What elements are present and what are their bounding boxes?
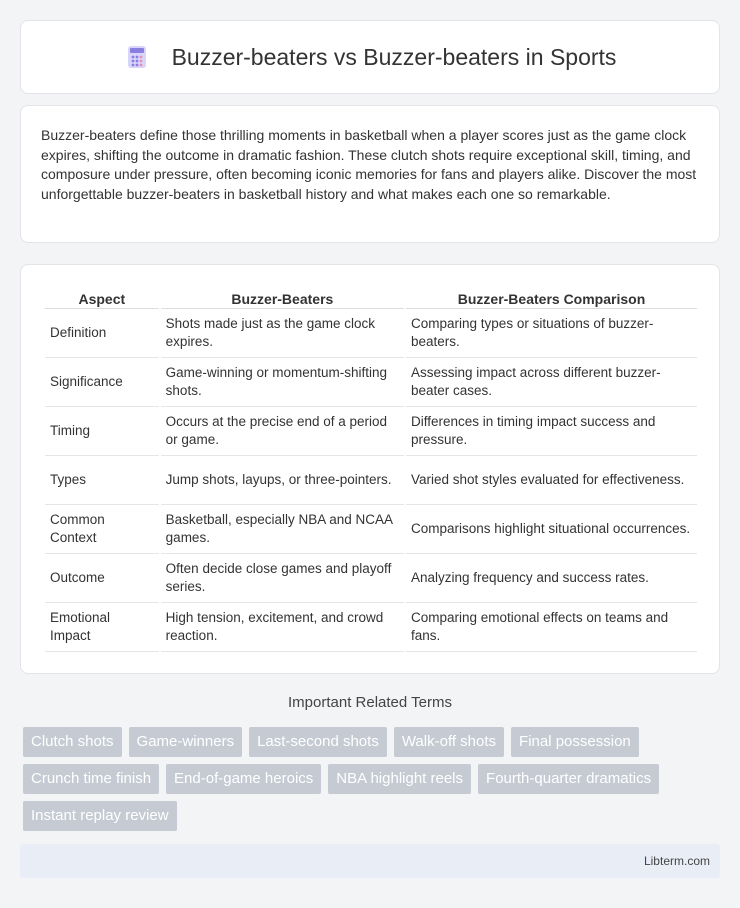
row-aspect: Types xyxy=(45,456,159,505)
row-aspect: Timing xyxy=(45,407,159,456)
row-buzzer-beaters: Shots made just as the game clock expires. xyxy=(161,309,404,358)
row-aspect: Outcome xyxy=(45,554,159,603)
table-row xyxy=(45,554,697,603)
comparison-table-card xyxy=(20,264,720,674)
related-term-tag[interactable]: Instant replay review xyxy=(23,801,177,831)
row-comparison: Assessing impact across different buzzer-beater cases. xyxy=(406,358,697,407)
header-buzzer-beaters: Buzzer-Beaters xyxy=(161,285,404,309)
row-aspect: Definition xyxy=(45,309,159,358)
related-term-tag[interactable]: NBA highlight reels xyxy=(328,764,471,794)
calculator-icon xyxy=(124,44,150,70)
table-row xyxy=(45,358,697,407)
row-buzzer-beaters: Jump shots, layups, or three-pointers. xyxy=(161,456,404,505)
related-term-tag[interactable]: Crunch time finish xyxy=(23,764,159,794)
row-comparison: Comparing emotional effects on teams and fans. xyxy=(406,603,697,652)
table-row xyxy=(45,456,697,505)
row-aspect: Common Context xyxy=(45,505,159,554)
related-term-tag[interactable]: Clutch shots xyxy=(23,727,122,757)
footer xyxy=(20,844,720,878)
table-header-row xyxy=(45,285,697,309)
row-aspect: Emotional Impact xyxy=(45,603,159,652)
footer-site-link[interactable]: Libterm.com xyxy=(643,854,710,868)
related-terms-list xyxy=(23,727,723,831)
table-row xyxy=(45,309,697,358)
header-comparison: Buzzer-Beaters Comparison xyxy=(406,285,697,309)
page-title: Buzzer-beaters vs Buzzer-beaters in Sports xyxy=(171,43,617,70)
row-comparison: Comparing types or situations of buzzer-beaters. xyxy=(406,309,697,358)
related-term-tag[interactable]: Final possession xyxy=(511,727,639,757)
title-card xyxy=(20,20,720,94)
table-row xyxy=(45,505,697,554)
row-comparison: Comparisons highlight situational occurrences. xyxy=(406,505,697,554)
row-comparison: Varied shot styles evaluated for effectiveness. xyxy=(406,456,697,505)
header-aspect: Aspect xyxy=(45,285,159,309)
row-comparison: Analyzing frequency and success rates. xyxy=(406,554,697,603)
row-comparison: Differences in timing impact success and pressure. xyxy=(406,407,697,456)
row-buzzer-beaters: Often decide close games and playoff series. xyxy=(161,554,404,603)
row-aspect: Significance xyxy=(45,358,159,407)
related-term-tag[interactable]: Walk-off shots xyxy=(394,727,504,757)
row-buzzer-beaters: Game-winning or momentum-shifting shots. xyxy=(161,358,404,407)
intro-paragraph: Buzzer-beaters define those thrilling moments in basketball when a player scores just as the game clock expires, shifting the outcome in dramatic fashion. These clutch shots require exceptional skill, timing, and composure under pressure, often becoming iconic memories for fans and players alike. Discover the most unforgettable buzzer-beaters in basketball history and what makes each one so remarkable. xyxy=(41,127,697,202)
row-buzzer-beaters: Occurs at the precise end of a period or game. xyxy=(161,407,404,456)
row-buzzer-beaters: High tension, excitement, and crowd reaction. xyxy=(161,603,404,652)
related-term-tag[interactable]: Fourth-quarter dramatics xyxy=(478,764,659,794)
related-term-tag[interactable]: Game-winners xyxy=(129,727,243,757)
intro-card xyxy=(20,105,720,243)
row-buzzer-beaters: Basketball, especially NBA and NCAA games. xyxy=(161,505,404,554)
table-row xyxy=(45,603,697,652)
related-terms-title: Important Related Terms xyxy=(288,694,452,711)
comparison-table xyxy=(43,285,699,652)
related-term-tag[interactable]: End-of-game heroics xyxy=(166,764,321,794)
related-term-tag[interactable]: Last-second shots xyxy=(249,727,387,757)
table-row xyxy=(45,407,697,456)
